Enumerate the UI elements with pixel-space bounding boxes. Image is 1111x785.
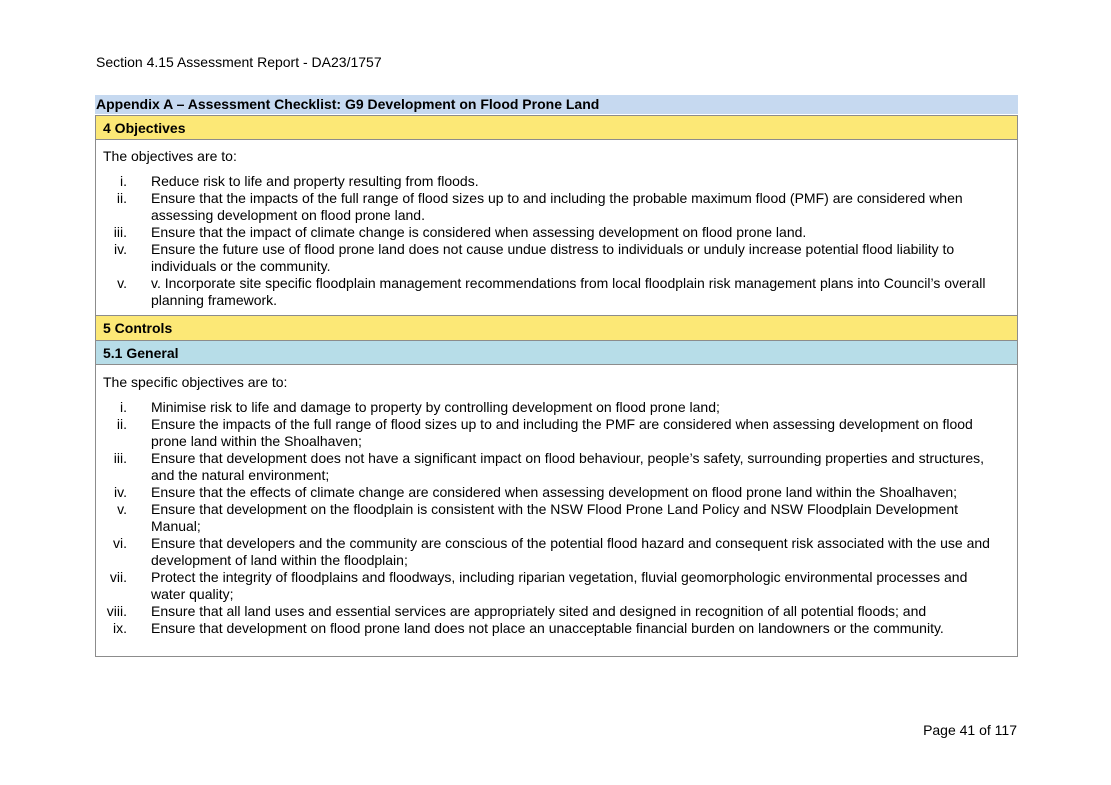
- list-item-text: Ensure that all land uses and essential services are appropriately sited and designed in recognition of all potential floods; and: [151, 603, 927, 619]
- list-item: [96, 275, 1016, 309]
- list-item: [96, 569, 1016, 603]
- list-item: [96, 241, 1016, 275]
- list-item-number: vii.: [109, 569, 127, 585]
- objectives-lead: The objectives are to:: [103, 148, 237, 164]
- list-item-text: Ensure the future use of flood prone land does not cause undue distress to individuals or unduly increase potential flood liability to individuals or the community.: [151, 241, 955, 274]
- list-item-text: Protect the integrity of floodplains and floodways, including riparian vegetation, fluvial geomorphologic environmental processes and water quality;: [151, 569, 968, 602]
- list-item-number: iv.: [114, 241, 127, 257]
- list-item-text: Ensure that the impact of climate change is considered when assessing development on flood prone land.: [151, 224, 807, 240]
- list-item-number: ii.: [116, 416, 127, 432]
- list-item-text: Ensure that development on the floodplain is consistent with the NSW Flood Prone Land Policy and NSW Floodplain Development Manual;: [151, 501, 959, 534]
- page-number: Page 41 of 117: [923, 722, 1017, 738]
- list-item: [96, 399, 1016, 416]
- list-item: [96, 535, 1016, 569]
- list-item: [96, 173, 1016, 190]
- objectives-heading: 4 Objectives: [96, 116, 1017, 140]
- list-item-number: iii.: [113, 450, 127, 466]
- list-item: [96, 484, 1016, 501]
- list-item: [96, 450, 1016, 484]
- general-heading: 5.1 General: [96, 341, 1017, 365]
- list-item: [96, 224, 1016, 241]
- document-header: Section 4.15 Assessment Report - DA23/1757: [96, 54, 382, 70]
- list-item-number: i.: [120, 399, 127, 415]
- list-item-text: Ensure that development on flood prone land does not place an unacceptable financial burden on landowners or the community.: [151, 620, 944, 636]
- list-item-number: i.: [120, 173, 127, 189]
- list-item: [96, 501, 1016, 535]
- list-item-text: Ensure that the impacts of the full range of flood sizes up to and including the probable maximum flood (PMF) are considered when assessing development on flood prone land.: [151, 190, 963, 223]
- list-item-number: ix.: [113, 620, 127, 636]
- appendix-title-bar: Appendix A – Assessment Checklist: G9 Development on Flood Prone Land: [95, 95, 1018, 114]
- list-item: [96, 190, 1016, 224]
- list-item-number: v.: [117, 275, 127, 291]
- controls-heading: 5 Controls: [96, 315, 1017, 341]
- list-item: [96, 416, 1016, 450]
- list-item-text: Ensure that development does not have a significant impact on flood behaviour, people’s safety, surrounding properties and structures, and the natural environment;: [151, 450, 984, 483]
- list-item-text: v. Incorporate site specific floodplain management recommendations from local floodplain risk management plans into Council’s overall planning framework.: [151, 275, 986, 308]
- list-item-number: vi.: [113, 535, 127, 551]
- list-item-number: iii.: [113, 224, 127, 240]
- list-item: [96, 620, 1016, 637]
- list-item-text: Minimise risk to life and damage to property by controlling development on flood prone land;: [151, 399, 720, 415]
- list-item-text: Reduce risk to life and property resulting from floods.: [151, 173, 479, 189]
- list-item-number: iv.: [114, 484, 127, 500]
- list-item-text: Ensure that the effects of climate change are considered when assessing development on flood prone land within the Shoalhaven;: [151, 484, 958, 500]
- general-lead: The specific objectives are to:: [103, 374, 288, 390]
- list-item-number: v.: [117, 501, 127, 517]
- objectives-list: [96, 173, 1016, 309]
- checklist-table: [95, 115, 1018, 657]
- list-item-text: Ensure that developers and the community are conscious of the potential flood hazard and consequent risk associated with the use and development of land within the floodplain;: [151, 535, 990, 568]
- list-item-text: Ensure the impacts of the full range of flood sizes up to and including the PMF are considered when assessing development on flood prone land within the Shoalhaven;: [151, 416, 973, 449]
- list-item-number: viii.: [106, 603, 127, 619]
- general-objectives-list: [96, 399, 1016, 637]
- list-item-number: ii.: [116, 190, 127, 206]
- list-item: [96, 603, 1016, 620]
